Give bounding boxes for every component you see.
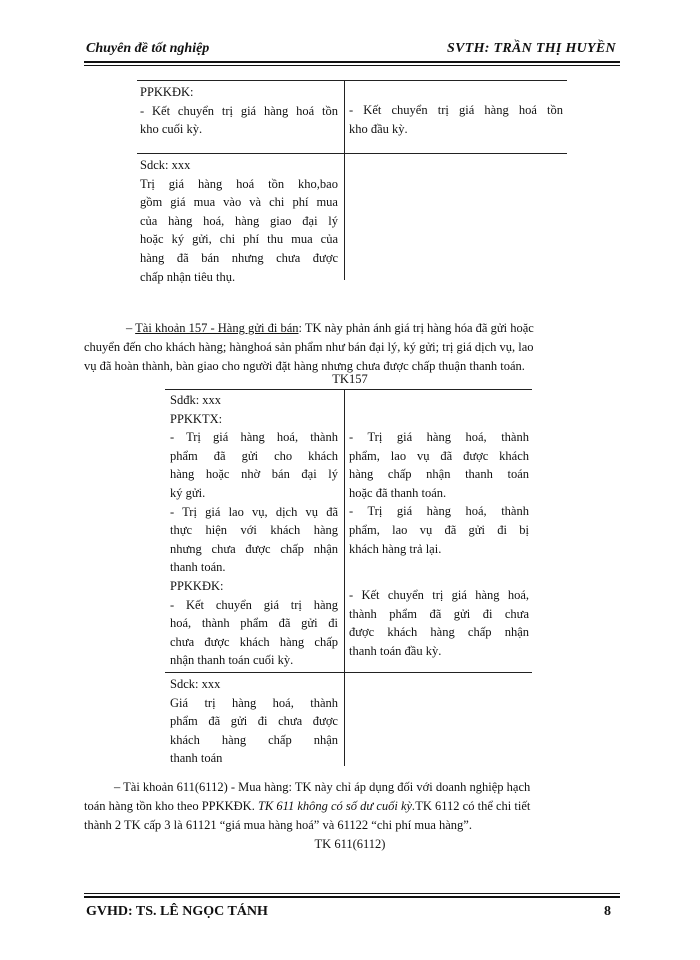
table2-credit-bottom: - Kết chuyển trị giá hàng hoá, thành phẩm đã gửi đi chưa được khách hàng chấp nhận thanh toán đầu kỳ. — [349, 588, 529, 658]
paragraph-tk157: – Tài khoản 157 - Hàng gửi đi bán: TK này phản ánh giá trị hàng hóa đã gửi hoặc chuyển đến cho khách hàng; hànghoá sản phẩm như bán đại lý, ký gửi; trị giá dịch vụ, lao vụ đã hoàn thành, bàn giao cho người đặt hàng nhưng chưa được chấp thuận thanh toán. — [84, 319, 618, 375]
paragraph-tk157-line1: – Tài khoản 157 - Hàng gửi đi bán: TK này phản ánh giá trị hàng hóa đã gửi hoặc — [126, 321, 534, 335]
table2-closing-balance: Sdck: xxx Giá trị hàng hoá, thành phẩm đã gửi đi chưa được khách hàng chấp nhận thanh toán — [170, 677, 338, 766]
table2-debit-top: Sdđk: xxx PPKKTX: - Trị giá hàng hoá, thành phẩm đã gửi cho khách hàng hoặc nhờ bán đại lý ký gửi. - Trị giá lao vụ, dịch vụ đã thực hiện với khách hàng nhưng chưa được chấp nhận thanh toán. PPKKĐK: - Kết chuyển giá trị hàng hoá, thành phẩm đã gửi đi chưa được khách hàng chấp nhận thanh toán cuối kỳ. — [170, 393, 338, 668]
header-rule-thick — [84, 61, 620, 63]
header-rule-thin — [84, 65, 620, 66]
header-right: SVTH: TRẦN THỊ HUYỀN — [447, 41, 616, 56]
table1-closing-balance: Sdck: xxx Trị giá hàng hoá tồn kho,bao gồm giá mua vào và chi phí mua của hàng hoá, hàng giao đại lý hoặc ký gửi, chi phí thu mua của hàng đã bán nhưng chưa được chấp nhận tiêu thụ. — [140, 158, 338, 284]
table1-credit-top: - Kết chuyển trị giá hàng hoá tồn kho đầu kỳ. — [349, 103, 563, 136]
paragraph-tk611: – Tài khoản 611(6112) - Mua hàng: TK này chỉ áp dụng đối với doanh nghiệp hạch toán hàng tồn kho theo PPKKĐK. TK 611 không có số dư cuối kỳ.TK 6112 có thể chi tiết thành 2 TK cấp 3 là 61121 “giá mua hàng hoá” và 61122 “chi phí mua hàng”. — [84, 778, 618, 834]
table1-top-line — [137, 80, 567, 81]
tk157-title: TK157 — [332, 372, 368, 386]
tk611-title: TK 611(6112) — [314, 837, 386, 851]
table1-divider — [344, 80, 345, 280]
paragraph-tk611-line2: toán hàng tồn kho theo PPKKĐK. TK 611 không có số dư cuối kỳ.TK 6112 có thể chi tiết — [84, 798, 531, 813]
footer-advisor: GVHD: TS. LÊ NGỌC TÁNH — [86, 904, 268, 919]
table1-debit-top: PPKKĐK: - Kết chuyển trị giá hàng hoá tồn kho cuối kỳ. — [140, 85, 338, 137]
page-number: 8 — [604, 904, 611, 919]
table1-mid-line — [137, 153, 567, 154]
header-left: Chuyên đề tốt nghiệp — [86, 41, 210, 56]
table2-top-line — [165, 389, 532, 390]
table2-mid-line — [165, 672, 532, 673]
table2-credit-top: - Trị giá hàng hoá, thành phẩm, lao vụ đã được khách hàng chấp nhận thanh toán hoặc đã thanh toán. - Trị giá hàng hoá, thành phẩm, lao vụ đã gửi đi bị khách hàng trả lại. — [349, 430, 529, 556]
footer-rule-thick — [84, 896, 620, 898]
footer-rule-thin — [84, 893, 620, 894]
table2-divider — [344, 389, 345, 766]
